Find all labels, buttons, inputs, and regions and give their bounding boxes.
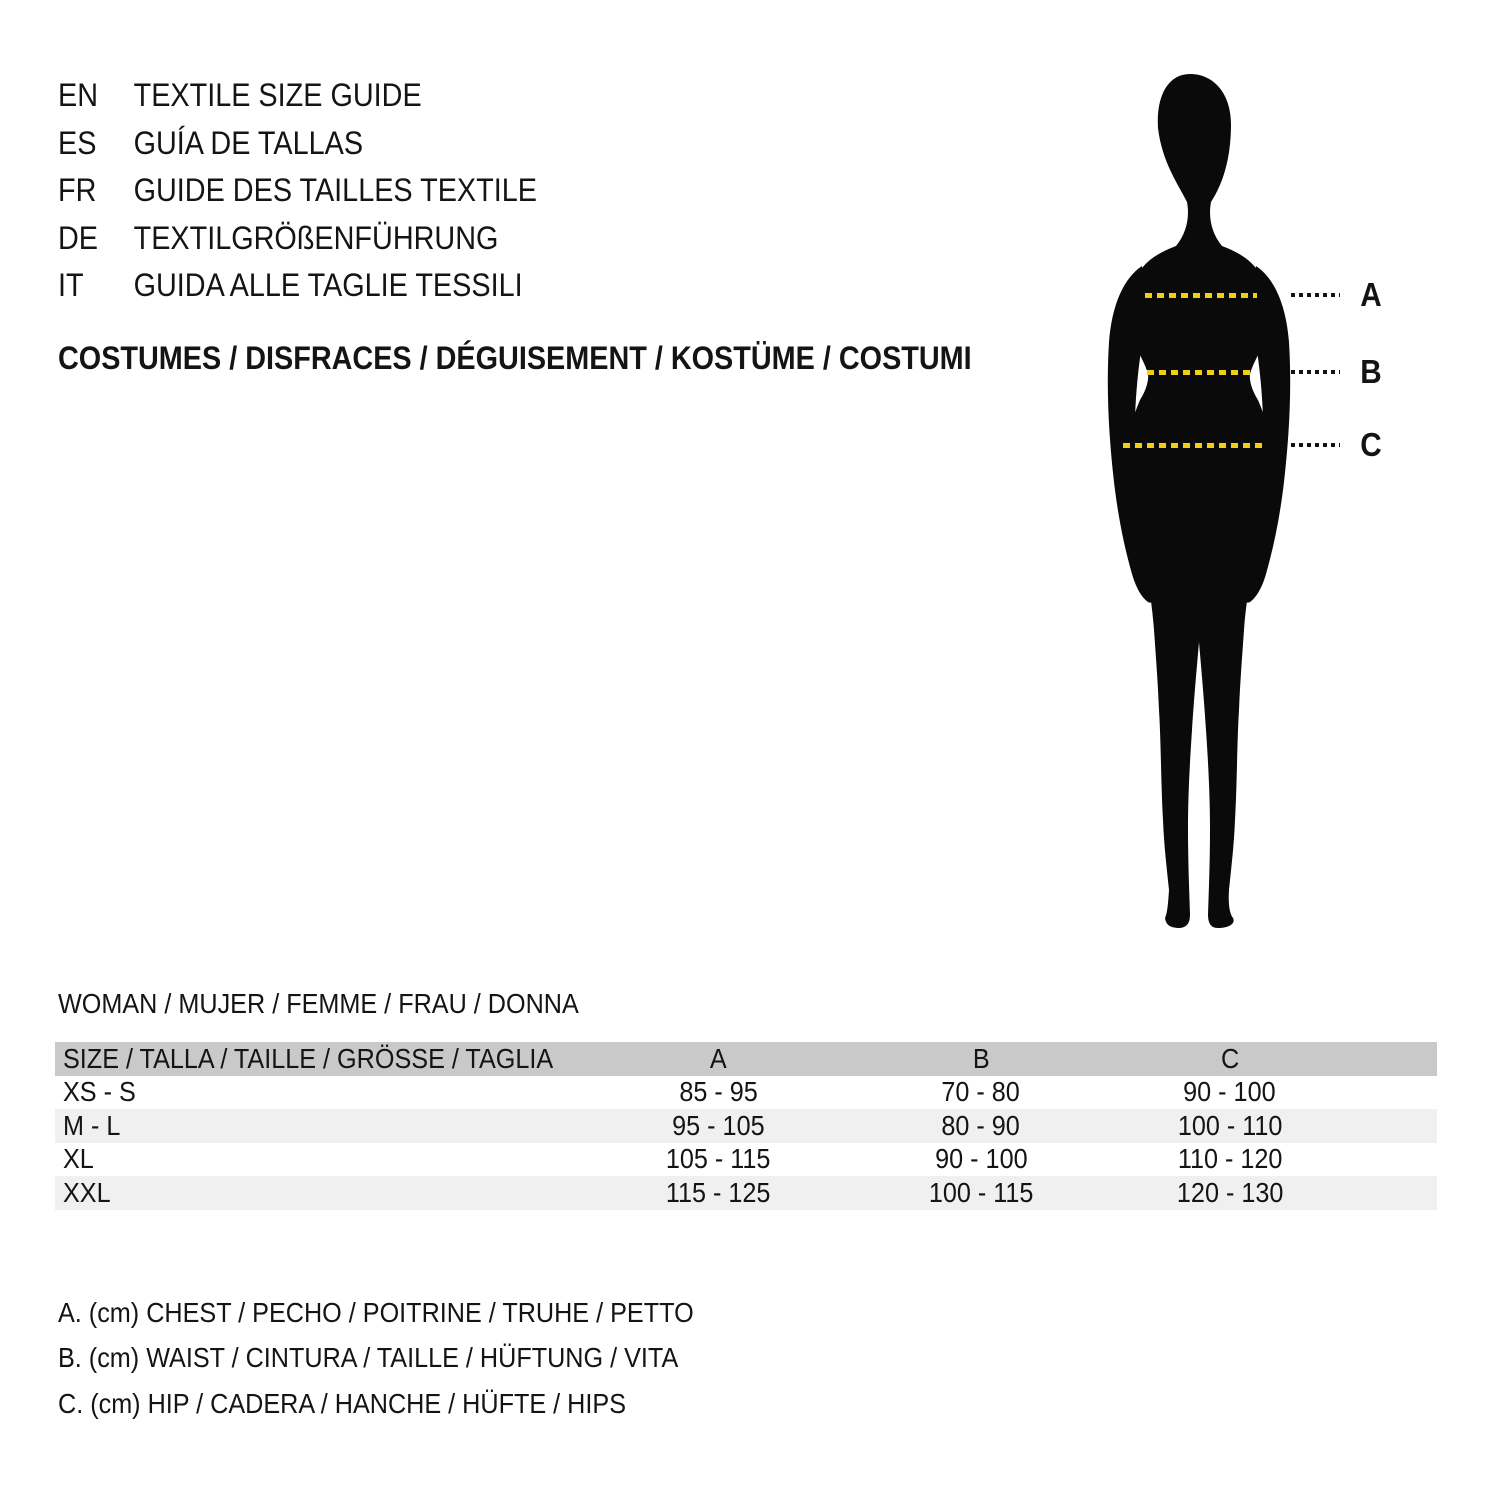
- size-table-header-row: [55, 1042, 1437, 1076]
- woman-silhouette: [1098, 70, 1298, 930]
- column-header-b: B: [972, 1042, 990, 1074]
- size-cell: XXL: [63, 1176, 111, 1208]
- waist-range-cell: 100 - 115: [928, 1176, 1034, 1208]
- language-title-list: [58, 72, 590, 310]
- size-column-header: SIZE / TALLA / TAILLE / GRÖSSE / TAGLIA: [63, 1042, 554, 1074]
- row-spacer-cell: [1354, 1143, 1437, 1177]
- language-code-fr: FR: [58, 172, 97, 209]
- size-cell: XS - S: [63, 1076, 136, 1108]
- chest-range-cell: 95 - 105: [672, 1109, 765, 1141]
- chest-measure-line: [1145, 293, 1257, 298]
- language-code-de: DE: [58, 219, 99, 256]
- row-spacer-cell: [1354, 1109, 1437, 1143]
- legend-line-waist: [58, 1336, 764, 1382]
- legend-text-hip: C. (cm) HIP / CADERA / HANCHE / HÜFTE / HIPS: [58, 1387, 626, 1419]
- column-header-a: A: [709, 1042, 727, 1074]
- chest-pointer-line: [1291, 293, 1340, 297]
- language-title-en: TEXTILE SIZE GUIDE: [133, 77, 422, 114]
- language-code-it: IT: [58, 267, 84, 304]
- table-row-xs-s: [55, 1076, 1437, 1110]
- chest-range-cell: 85 - 95: [679, 1076, 758, 1108]
- language-code-en: EN: [58, 77, 99, 114]
- header-spacer-cell: [1354, 1042, 1437, 1076]
- language-row-it: [58, 262, 537, 310]
- waist-range-cell: 70 - 80: [941, 1076, 1021, 1108]
- waist-measure-line: [1147, 370, 1253, 375]
- language-row-fr: [58, 167, 537, 215]
- waist-range-cell: 80 - 90: [941, 1109, 1021, 1141]
- chest-measure-label: A: [1360, 276, 1382, 313]
- waist-measure-label: B: [1360, 353, 1382, 390]
- hip-pointer-line: [1291, 443, 1340, 447]
- language-title-it: GUIDA ALLE TAGLIE TESSILI: [133, 267, 523, 304]
- row-spacer-cell: [1354, 1176, 1437, 1210]
- silhouette-torso-shape: [1123, 74, 1276, 928]
- legend-line-chest: [58, 1290, 764, 1336]
- language-row-de: [58, 215, 537, 263]
- size-table: [55, 1042, 1437, 1210]
- table-row-xxl: [55, 1176, 1437, 1210]
- language-code-es: ES: [58, 124, 97, 161]
- waist-range-cell: 90 - 100: [934, 1143, 1028, 1175]
- table-row-xl: [55, 1143, 1437, 1177]
- chest-range-cell: 105 - 115: [666, 1143, 771, 1175]
- hip-range-cell: 120 - 130: [1176, 1176, 1283, 1208]
- table-row-m-l: [55, 1109, 1437, 1143]
- waist-pointer-line: [1291, 370, 1340, 374]
- language-title-es: GUÍA DE TALLAS: [133, 124, 364, 161]
- legend-text-chest: A. (cm) CHEST / PECHO / POITRINE / TRUHE / PETTO: [58, 1296, 694, 1328]
- measurement-legend: [58, 1290, 764, 1427]
- hip-range-cell: 110 - 120: [1177, 1143, 1282, 1175]
- size-cell: XL: [63, 1143, 94, 1175]
- hip-range-cell: 90 - 100: [1183, 1076, 1276, 1108]
- legend-line-hip: [58, 1381, 764, 1427]
- hip-measure-line: [1123, 443, 1263, 448]
- size-cell: M - L: [63, 1109, 121, 1141]
- category-heading: COSTUMES / DISFRACES / DÉGUISEMENT / KOSTÜME / COSTUMI: [58, 340, 972, 376]
- chest-range-cell: 115 - 125: [666, 1176, 771, 1208]
- row-spacer-cell: [1354, 1076, 1437, 1110]
- language-row-es: [58, 120, 537, 168]
- legend-text-waist: B. (cm) WAIST / CINTURA / TAILLE / HÜFTUNG / VITA: [58, 1342, 679, 1374]
- hip-measure-label: C: [1360, 426, 1382, 463]
- language-title-fr: GUIDE DES TAILLES TEXTILE: [133, 172, 537, 209]
- language-row-en: [58, 72, 537, 120]
- hip-range-cell: 100 - 110: [1177, 1109, 1282, 1141]
- language-title-de: TEXTILGRÖßENFÜHRUNG: [133, 219, 499, 256]
- column-header-c: C: [1220, 1042, 1239, 1074]
- section-heading-woman: WOMAN / MUJER / FEMME / FRAU / DONNA: [58, 988, 579, 1019]
